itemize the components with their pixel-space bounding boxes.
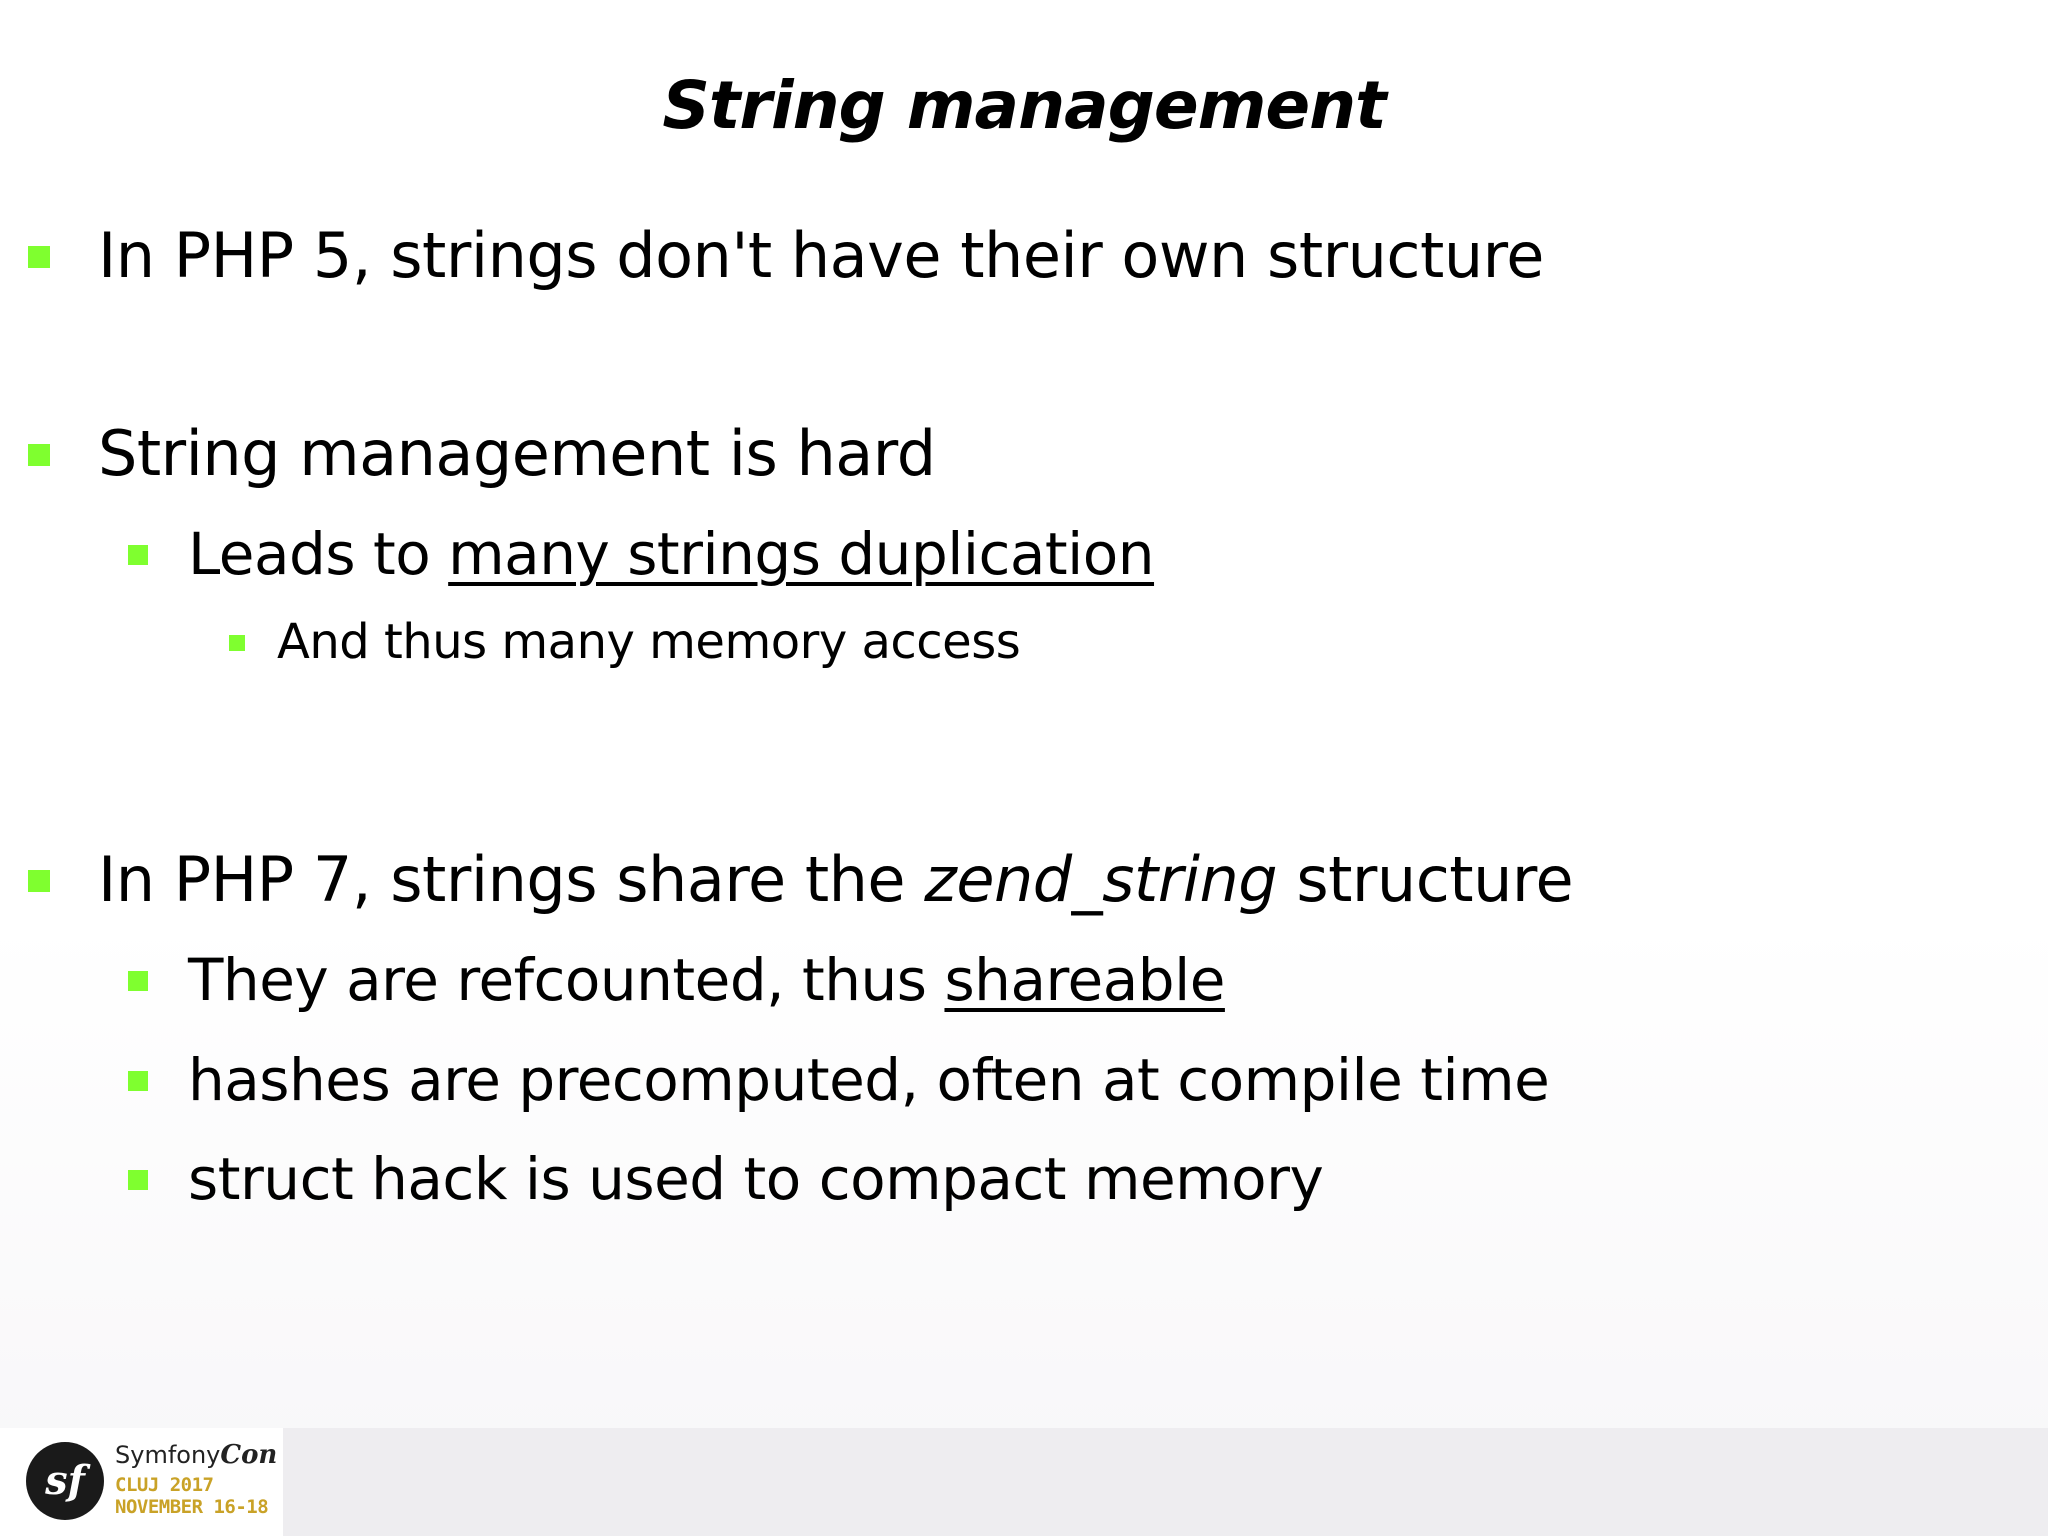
underlined-phrase: many strings duplication (448, 520, 1155, 588)
bullet-text: struct hack is used to compact memory (188, 1145, 1324, 1213)
slide-title: String management (662, 67, 1386, 144)
italic-term: zend_string (924, 843, 1278, 916)
bullet-square-icon (128, 545, 148, 565)
bullet-text-prefix: In PHP 7, strings share the (98, 843, 925, 916)
event-dates: NOVEMBER 16-18 (115, 1496, 269, 1518)
brand-suffix: Con (220, 1440, 278, 1470)
bullet-php5-structure (98, 218, 1544, 294)
bullet-text: In PHP 5, strings don't have their own structure (98, 219, 1544, 292)
bullet-square-icon (28, 870, 50, 892)
brand-name (115, 1440, 277, 1470)
brand-name-text: Symfony (115, 1441, 221, 1469)
bullet-square-icon (229, 635, 245, 651)
bullet-text: String management is hard (98, 417, 936, 490)
bullet-square-icon (128, 1071, 148, 1091)
bullet-square-icon (128, 1170, 148, 1190)
footer-bar (283, 1428, 2048, 1536)
event-city-year: CLUJ 2017 (115, 1474, 214, 1496)
underlined-phrase: shareable (944, 946, 1225, 1014)
bullet-string-duplication (188, 519, 1154, 589)
bullet-text-prefix: They are refcounted, thus (188, 946, 945, 1014)
bullet-struct-hack (188, 1144, 1323, 1214)
bullet-square-icon (28, 246, 50, 268)
bullet-hashes-precomputed (188, 1045, 1549, 1115)
bullet-text-prefix: Leads to (188, 520, 449, 588)
bullet-memory-access (277, 613, 1020, 671)
bullet-square-icon (128, 971, 148, 991)
bullet-text: And thus many memory access (277, 614, 1021, 670)
bullet-string-management-hard (98, 416, 936, 492)
bullet-text-suffix: structure (1277, 843, 1574, 916)
symfony-logo-glyph: sf (45, 1457, 85, 1504)
bullet-square-icon (28, 444, 50, 466)
bullet-refcounted (188, 945, 1225, 1015)
bullet-text: hashes are precomputed, often at compile time (188, 1046, 1550, 1114)
bullet-php7-zend-string (98, 842, 1573, 918)
